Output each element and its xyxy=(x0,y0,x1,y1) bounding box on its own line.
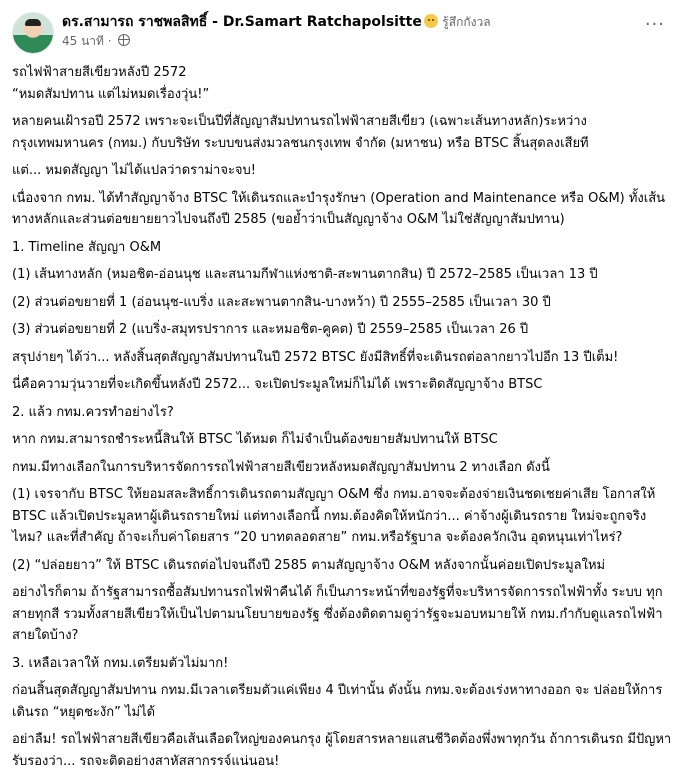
author-line xyxy=(62,12,491,32)
drama-paragraph: แต่... หมดสัญญา ไม่ได้แปลว่าดราม่าจะจบ! xyxy=(12,163,257,178)
post-title-line-1: รถไฟฟ้าสายสีเขียวหลังปี 2572 xyxy=(12,65,187,80)
timeline-item-1: (1) เส้นทางหลัก (หมอชิต-อ่อนนุช และสนามกีฬาแห่งชาติ-สะพานตากสิน) ปี 2572–2585 เป็นเวลา 13 ปี xyxy=(12,267,598,282)
summary-paragraph-1: สรุปง่ายๆ ได้ว่า... หลังสิ้นสุดสัญญาสัมปทานในปี 2572 BTSC ยังมีสิทธิ์ที่จะเดินรถต่อลากยาวไปอีก 13 ปีเต็ม! xyxy=(12,349,619,365)
timeline-item-2: (2) ส่วนต่อขยายที่ 1 (อ่อนนุช-แบริ่ง และสะพานตากสิน-บางหว้า) ปี 2555–2585 เป็นเวลา 30 ปี xyxy=(12,294,551,310)
feeling-text: รู้สึกกังวล xyxy=(442,15,491,29)
avatar-hair xyxy=(25,19,41,26)
author-name[interactable]: ดร.สามารถ ราชพลสิทธิ์ - Dr.Samart Ratchapolsitte xyxy=(62,14,422,30)
post-body xyxy=(12,62,672,772)
deadline-paragraph: ก่อนสิ้นสุดสัญญาสัมปทาน กทม.มีเวลาเตรียมตัวแค่เพียง 4 ปีเท่านั้น ดังนั้น กทม.จะต้องเร่งหาทางออก จะ ปล่อยให้การเดินรถ “หยุดชะงัก” ไม่ได้ xyxy=(12,683,663,720)
closing-paragraph: อย่าลืม! รถไฟฟ้าสายสีเขียวคือเส้นเลือดใหญ่ของคนกรุง ผู้โดยสารหลายแสนชีวิตต้องพึ่งพาทุกวัน ถ้าการเดินรถ มีปัญหา รับรองว่า... รถจะติดอย่างสาหัสสากรรจ์แน่นอน! xyxy=(12,732,672,769)
section-heading-1: 1. Timeline สัญญา O&M xyxy=(12,239,162,255)
intro-paragraph: หลายคนเฝ้ารอปี 2572 เพราะจะเป็นปีที่สัญญาสัมปทานรถไฟฟ้าสายสีเขียว (เฉพาะเส้นทางหลัก)ระหว่าง กรุงเทพมหานคร (กทม.) กับบริษัท ระบบขนส่งมวลชนกรุงเทพ จำกัด (มหาชน) หรือ BTSC สิ้นสุดลงเสียที xyxy=(12,114,589,151)
more-options-button[interactable]: ··· xyxy=(644,14,665,35)
post-timestamp[interactable]: 45 นาที xyxy=(62,34,104,48)
however-paragraph: อย่างไรก็ตาม ถ้ารัฐสามารถซื้อสัมปทานรถไฟฟ้าคืนได้ ก็เป็นภาระหน้าที่ของรัฐที่จะบริหารจัดการรถไฟฟ้าทั้ง ระบบ ทุกสายทุกสี รวมทั้งสายสีเขียวให้เป็นไปตามนโยบายของรัฐ ซึ่งต้องติดตามดูว่ารัฐจะมอบหมายให้ กทม.กำกับดูแลรถไฟฟ้าสายใดบ้าง? xyxy=(12,585,663,643)
option-paragraph-1: (1) เจรจากับ BTSC ให้ยอมสละสิทธิ์การเดินรถตามสัญญา O&M ซึ่ง กทม.อาจจะต้องจ่ายเงินชดเชยค่าเสีย โอกาสให้ BTSC แล้วเปิดประมูลหาผู้เดินรถรายใหม่ แต่ทางเลือกนี้ กทม.ต้องคิดให้หนักว่า... ค่าจ้างผู้เดินรถราย ใหม่จะถูกจริงไหม? และที่สำคัญ ถ้าจะเก็บค่าโดยสาร “20 บาทตลอดสาย” กทม.หรือรัฐบาล จะต้องควักเงิน อุดหนุนเท่าไหร่? xyxy=(12,487,656,545)
section-heading-2: 2. แล้ว กทม.ควรทำอย่างไร? xyxy=(12,404,174,420)
author-avatar[interactable] xyxy=(12,12,54,54)
timeline-item-3: (3) ส่วนต่อขยายที่ 2 (แบริ่ง-สมุทรปราการ และหมอชิต-คูคต) ปี 2559–2585 เป็นเวลา 26 ปี xyxy=(12,322,529,337)
section-heading-3: 3. เหลือเวลาให้ กทม.เตรียมตัวไม่มาก! xyxy=(12,655,229,671)
worried-face-icon xyxy=(424,14,438,28)
question-paragraph-1: หาก กทม.สามารถชำระหนี้สินให้ BTSC ได้หมด ก็ไม่จำเป็นต้องขยายสัมปทานให้ BTSC xyxy=(12,432,498,447)
contract-paragraph: เนื่องจาก กทม. ได้ทำสัญญาจ้าง BTSC ให้เดินรถและบำรุงรักษา (Operation and Maintenance หรือ O&M) ทั้งเส้นทางหลักและส่วนต่อขยายยาวไปจนถึงปี 2585 (ขอย้ำว่าเป็นสัญญาจ้าง O&M ไม่ใช่สัญญาสัมปทาน) xyxy=(12,190,666,227)
globe-icon[interactable] xyxy=(118,34,130,46)
summary-paragraph-2: นี่คือความวุ่นวายที่จะเกิดขึ้นหลังปี 2572... จะเปิดประมูลใหม่ก็ไม่ได้ เพราะติดสัญญาจ้าง BTSC xyxy=(12,377,543,392)
question-paragraph-2: กทม.มีทางเลือกในการบริหารจัดการรถไฟฟ้าสายสีเขียวหลังหมดสัญญาสัมปทาน 2 ทางเลือก ดังนี้ xyxy=(12,459,550,475)
post-meta xyxy=(62,33,130,49)
meta-separator: · xyxy=(107,34,112,48)
post-title-line-2: “หมดสัมปทาน แต่ไม่หมดเรื่องวุ่น!” xyxy=(12,86,210,102)
post-header xyxy=(12,10,673,56)
option-paragraph-2: (2) “ปล่อยยาว” ให้ BTSC เดินรถต่อไปจนถึงปี 2585 ตามสัญญาจ้าง O&M หลังจากนั้นค่อยเปิดประมูลใหม่ xyxy=(12,557,606,573)
